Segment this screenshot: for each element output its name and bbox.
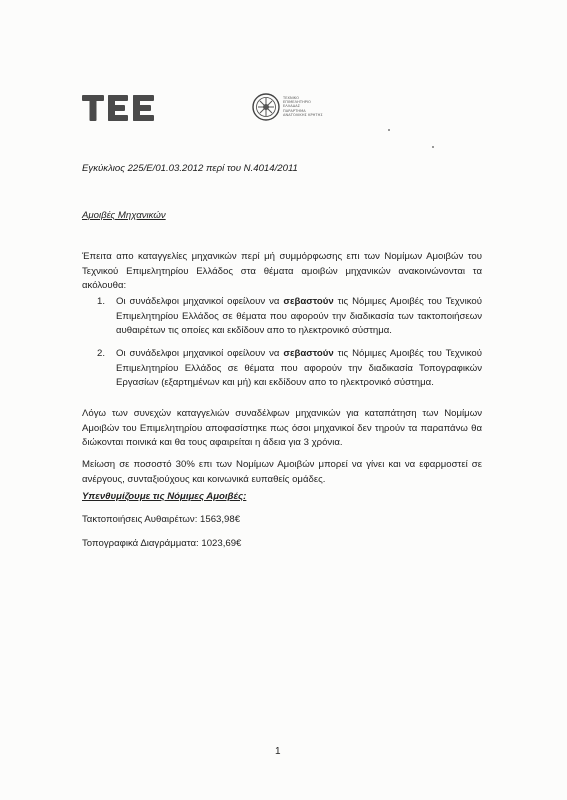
scan-speck [432,146,434,148]
fee-line-topografika: Τοπογραφικά Διαγράμματα: 1023,69€ [82,538,242,549]
intro-paragraph: Έπειτα απο καταγγελίες μηχανικών περί μή συμμόρφωσης επι των Νομίμων Αμοιβών του Τεχνικού Επιμελητηρίου Ελλάδος στα θέματα αμοιβών μηχανικών ανακοινώνονται τα ακόλουθα: [82,251,482,291]
scan-speck [388,129,390,131]
penalty-paragraph: Λόγω των συνεχών καταγγελιών συναδέλφων μηχανικών για καταπάτηση των Νομίμων Αμοιβών του Επιμελητηρίου αποφασίστηκε πως όσοι μηχανικοί δεν τηρούν τα παραπάνω θα διώκονται ποινικά και θα τους αφαιρείται η άδεια για 3 χρόνια. [82,408,482,448]
tee-logo-text: TEE [82,95,84,96]
reminder-heading: Υπενθυμίζουμε τις Νόμιμες Αμοιβές: [82,491,247,502]
list-item-text: Οι συνάδελφοι μηχανικοί οφείλουν να σεβαστούν τις Νόμιμες Αμοιβές του Τεχνικού Επιμελητηρίου Ελλάδος σε θέματα που αφορούν την διαδικασία των τακτοποιήσεων αυθαιρέτων τις οποίες και εκδίδουν απο το ηλεκτρονικό σύστημα. [116,296,482,336]
fee-line-tactopoiiseis: Τακτοποιήσεις Αυθαιρέτων: 1563,98€ [82,514,241,525]
seal-caption: ΤΕΧΝΙΚΟ ΕΠΙΜΕΛΗΤΗΡΙΟ ΕΛΛΑΔΑΣ ΠΑΡΑΡΤΗΜΑ ΑΝΑΤΟΛΙΚΗΣ ΚΡΗΤΗΣ [283,96,323,117]
emphasis: σεβαστούν [283,348,334,359]
section-title: Αμοιβές Μηχανικών [82,210,166,221]
tee-logo [82,95,157,121]
list-item-number: 1. [97,296,106,307]
emphasis: σεβαστούν [283,296,334,307]
discount-paragraph: Μείωση σε ποσοστό 30% επι των Νομίμων Αμοιβών μπορεί να γίνει και να εφαρμοστεί σε ανέργους, συνταξιούχους και κοινωνικά ευπαθείς ομάδες. [82,459,482,485]
list-item-text: Οι συνάδελφοι μηχανικοί οφείλουν να σεβαστούν τις Νόμιμες Αμοιβές του Τεχνικού Επιμελητηρίου Ελλάδος σε θέματα που αφορούν την διαδικασία Τοπογραφικών Εργασίων (εξαρτημένων και μή) και εκδίδουν απο το ηλεκτρονικό σύστημα. [116,348,482,388]
letterhead [82,92,322,132]
circular-reference: Εγκύκλιος 225/Ε/01.03.2012 περί του Ν.4014/2011 [82,163,298,174]
seal-icon [252,93,280,121]
list-item-number: 2. [97,348,106,359]
page-number: 1 [275,746,281,757]
